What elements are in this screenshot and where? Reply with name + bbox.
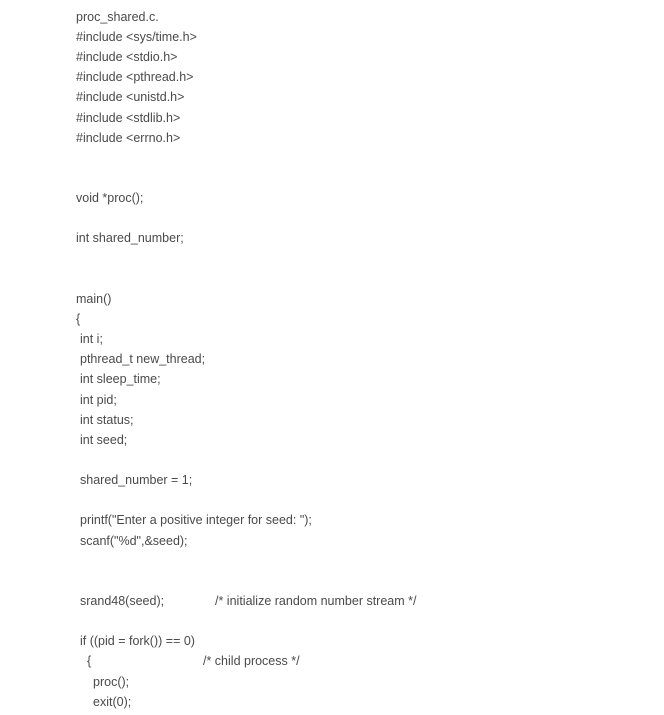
local-variable-line: int sleep_time; bbox=[80, 372, 161, 386]
child-comment: /* child process */ bbox=[203, 654, 300, 668]
shared-declaration: int shared_number; bbox=[76, 231, 184, 245]
include-line: #include <stdio.h> bbox=[76, 50, 178, 64]
include-line: #include <sys/time.h> bbox=[76, 30, 197, 44]
scanf-line: scanf("%d",&seed); bbox=[80, 534, 188, 548]
include-line: #include <unistd.h> bbox=[76, 90, 185, 104]
local-variable-line: int pid; bbox=[80, 393, 117, 407]
open-brace: { bbox=[76, 312, 81, 326]
include-line: #include <errno.h> bbox=[76, 131, 181, 145]
local-variable-line: pthread_t new_thread; bbox=[80, 352, 206, 366]
assign-shared-line: shared_number = 1; bbox=[80, 473, 193, 487]
if-fork-line: if ((pid = fork()) == 0) bbox=[80, 634, 195, 648]
local-variable-line: int i; bbox=[80, 332, 103, 346]
local-variable-line: int status; bbox=[80, 413, 134, 427]
filename-line: proc_shared.c. bbox=[76, 10, 159, 24]
srand-comment: /* initialize random number stream */ bbox=[215, 594, 417, 608]
proc-declaration: void *proc(); bbox=[76, 191, 144, 205]
printf-line: printf("Enter a positive integer for seed: "); bbox=[80, 513, 312, 527]
child-open-brace: { bbox=[87, 654, 92, 668]
srand-line: srand48(seed); bbox=[80, 594, 165, 608]
proc-call-line: proc(); bbox=[93, 675, 130, 689]
local-variable-line: int seed; bbox=[80, 433, 128, 447]
exit-call-line: exit(0); bbox=[93, 695, 132, 709]
include-line: #include <stdlib.h> bbox=[76, 111, 181, 125]
include-line: #include <pthread.h> bbox=[76, 70, 194, 84]
main-signature: main() bbox=[76, 292, 112, 306]
